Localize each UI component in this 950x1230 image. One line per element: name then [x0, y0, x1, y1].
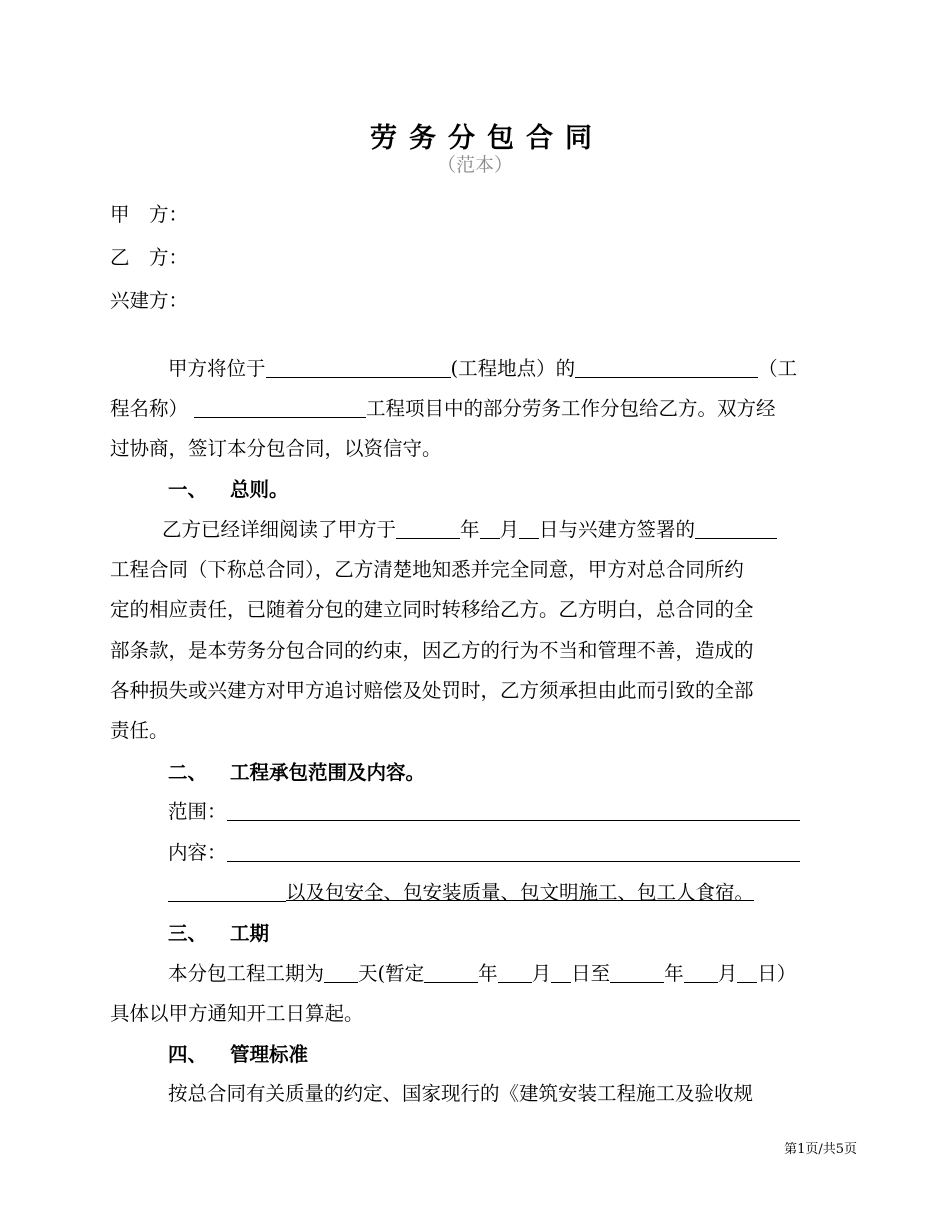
document-title: 劳务分包合同 — [370, 123, 604, 154]
body-text: 月 — [717, 962, 738, 985]
content-line — [168, 841, 800, 865]
section-number: 二、 — [168, 761, 208, 784]
page-number: 第1页/共5页 — [784, 1142, 857, 1157]
section-3-line-1 — [168, 962, 796, 986]
body-text: 日与兴建方签署的 — [539, 518, 696, 541]
document-subtitle: （范本） — [436, 154, 513, 176]
content-tail-text: 以及包安全、包安装质量、包文明施工、包工人食宿。 — [286, 881, 755, 904]
section-1-line-3: 定的相应责任，已随着分包的建立同时转移给乙方。乙方明白，总合同的全 — [110, 598, 754, 621]
body-text: 年 — [460, 518, 480, 541]
section-1-line-2: 工程合同（下称总合同），乙方清楚地知悉并完全同意，甲方对总合同所约 — [110, 558, 744, 581]
intro-text: 工程项目中的部分劳务工作分包给乙方。双方经 — [366, 397, 776, 420]
month-blank[interactable] — [480, 518, 500, 539]
section-title: 工程承包范围及内容。 — [230, 761, 426, 784]
section-number: 一、 — [168, 478, 208, 501]
intro-line-1 — [168, 357, 797, 381]
section-1-line-5: 各种损失或兴建方对甲方追讨赔偿及处罚时，乙方须承担由此而引致的全部 — [110, 679, 754, 702]
section-3-heading — [168, 922, 269, 946]
section-number: 三、 — [168, 922, 208, 945]
start-month-blank[interactable] — [498, 962, 532, 983]
content-continued-blank[interactable] — [168, 881, 286, 902]
intro-text: (工程地点）的 — [450, 357, 576, 380]
end-month-blank[interactable] — [684, 962, 718, 983]
days-blank[interactable] — [324, 962, 358, 983]
body-text: 月 — [499, 518, 520, 541]
end-day-blank[interactable] — [737, 962, 757, 983]
section-title: 管理标准 — [230, 1043, 309, 1066]
section-3-line-2: 具体以甲方通知开工日算起。 — [110, 1002, 364, 1025]
body-text: 年 — [478, 962, 498, 985]
body-text: 年 — [664, 962, 684, 985]
party-a-label: 甲 方： — [110, 203, 189, 226]
body-text: 天(暂定 — [358, 962, 425, 985]
contract-name-blank[interactable] — [695, 518, 777, 539]
content-blank[interactable] — [227, 841, 800, 862]
body-text: 乙方已经详细阅读了甲方于 — [162, 518, 397, 541]
day-blank[interactable] — [519, 518, 539, 539]
project-location-blank[interactable] — [266, 357, 451, 378]
intro-line-3: 过协商，签订本分包合同，以资信守。 — [110, 437, 442, 460]
project-name-blank[interactable] — [575, 357, 758, 378]
intro-text: 甲方将位于 — [168, 357, 266, 380]
intro-line-2 — [110, 397, 776, 421]
section-1-line-1 — [162, 518, 777, 542]
section-1-line-6: 责任。 — [110, 719, 169, 742]
content-label: 内容： — [168, 841, 227, 864]
scope-blank[interactable] — [227, 800, 800, 821]
scope-line — [168, 800, 800, 824]
content-tail-line — [168, 881, 754, 905]
section-4-heading — [168, 1043, 308, 1067]
year-blank[interactable] — [396, 518, 460, 539]
start-year-blank[interactable] — [424, 962, 478, 983]
body-text: 本分包工程工期为 — [168, 962, 325, 985]
intro-text: 程名称） — [110, 397, 189, 420]
section-2-heading — [168, 761, 425, 785]
body-text: 月 — [531, 962, 552, 985]
scope-label: 范围： — [168, 800, 227, 823]
section-1-heading — [168, 478, 289, 502]
section-title: 总则。 — [230, 478, 289, 501]
end-year-blank[interactable] — [610, 962, 664, 983]
body-text: 日） — [757, 962, 797, 985]
section-number: 四、 — [168, 1043, 208, 1066]
section-1-line-4: 部条款，是本劳务分包合同的约束，因乙方的行为不当和管理不善，造成的 — [110, 639, 754, 662]
intro-text: （工 — [758, 357, 798, 380]
section-4-line-1: 按总合同有关质量的约定、国家现行的《建筑安装工程施工及验收规 — [168, 1082, 754, 1105]
body-text: 日至 — [571, 962, 611, 985]
start-day-blank[interactable] — [551, 962, 571, 983]
xingjian-party-label: 兴建方： — [110, 289, 189, 312]
party-b-label: 乙 方： — [110, 246, 189, 269]
section-title: 工期 — [230, 922, 270, 945]
project-name-continued-blank[interactable] — [194, 397, 366, 418]
